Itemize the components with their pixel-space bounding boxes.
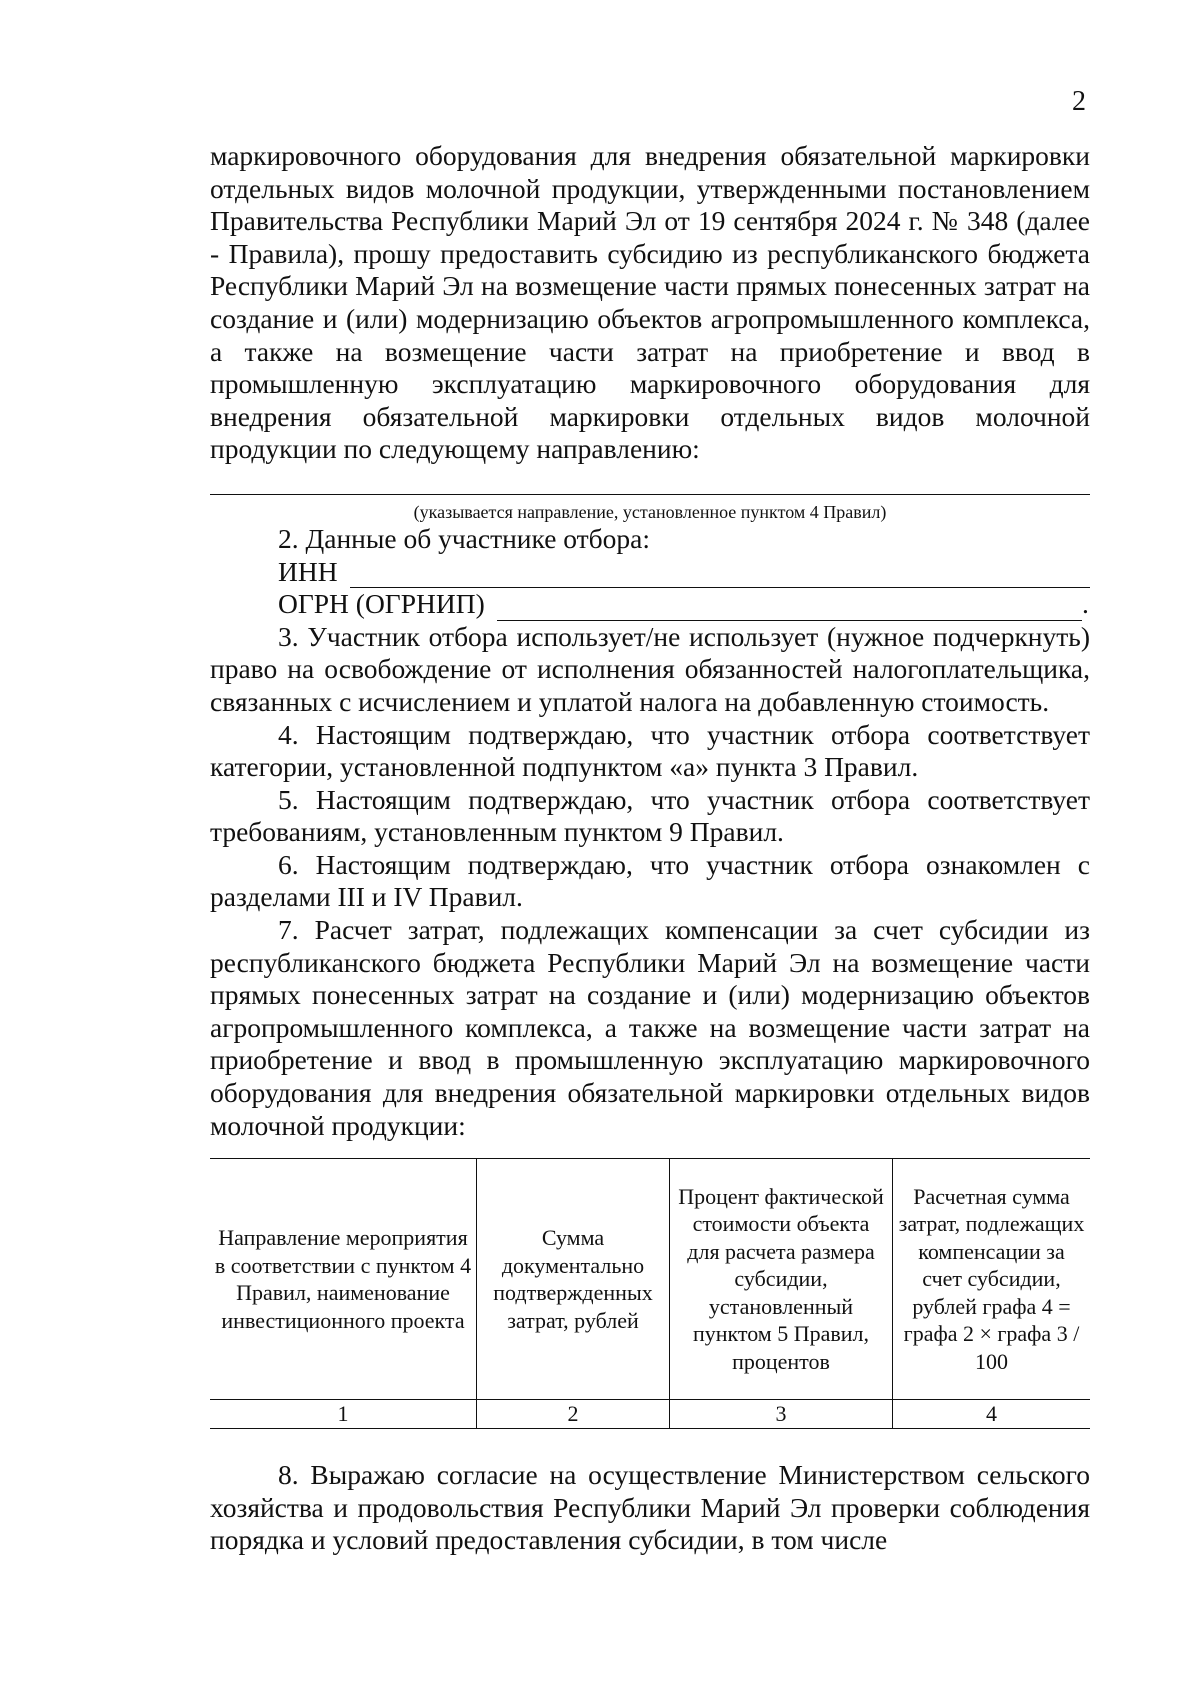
item-4: 4. Настоящим подтверждаю, что участник отбора соответствует категории, установленной подпунктом «а» пункта 3 Правил.: [210, 718, 1090, 783]
ogrn-field-row: [278, 588, 1090, 621]
table-column-number: 2: [477, 1400, 670, 1429]
item-3: 3. Участник отбора использует/не использует (нужное подчеркнуть) право на освобождение от исполнения обязанностей налогоплательщика, связанных с исчислением и уплатой налога на добавленную стоимость.: [210, 620, 1090, 717]
inn-fill-line: [350, 563, 1090, 588]
table-column-number: 3: [670, 1400, 893, 1429]
intro-paragraph: маркировочного оборудования для внедрения обязательной маркировки отдельных видов молочной продукции, утвержденными постановлением Правительства Республики Марий Эл от 19 сентября 2024 г. № 348 (далее - Правила), прошу предоставить субсидию из республиканского бюджета Республики Марий Эл на возмещение части прямых понесенных затрат на создание и (или) модернизацию объектов агропромышленного комплекса, а также на возмещение части затрат на приобретение и ввод в промышленную эксплуатацию маркировочного оборудования для внедрения обязательной маркировки отдельных видов молочной продукции по следующему направлению:: [210, 140, 1090, 465]
document-body: [210, 140, 1090, 1557]
inn-field-row: [278, 556, 1090, 589]
table-header-cell: Направление мероприятия в соответствии с пунктом 4 Правил, наименование инвестиционного проекта: [210, 1159, 477, 1400]
inn-label: ИНН: [278, 555, 338, 587]
table-header-row: [210, 1159, 1090, 1400]
ogrn-period: .: [1082, 588, 1089, 620]
direction-caption: (указывается направление, установленное пунктом 4 Правил): [413, 501, 887, 522]
table-column-number: 1: [210, 1400, 477, 1429]
table-column-number: 4: [893, 1400, 1091, 1429]
calculation-table: [210, 1158, 1090, 1429]
table-header-cell: Сумма документально подтвержденных затрат, рублей: [477, 1159, 670, 1400]
ogrn-label: ОГРН (ОГРНИП): [278, 588, 485, 620]
page-number: 2: [1072, 86, 1086, 117]
item-8: 8. Выражаю согласие на осуществление Министерством сельского хозяйства и продовольствия Республики Марий Эл проверки соблюдения порядка и условий предоставления субсидии, в том числе: [210, 1459, 1090, 1556]
item-7: 7. Расчет затрат, подлежащих компенсации за счет субсидии из республиканского бюджета Республики Марий Эл на возмещение части прямых понесенных затрат на создание и (или) модернизацию объектов агропромышленного комплекса, а также на возмещение части затрат на приобретение и ввод в промышленную эксплуатацию маркировочного оборудования для внедрения обязательной маркировки отдельных видов молочной продукции:: [210, 914, 1090, 1141]
ogrn-fill-line: [497, 596, 1082, 621]
table-header-cell: Процент фактической стоимости объекта для расчета размера субсидии, установленный пунктом 5 Правил, процентов: [670, 1159, 893, 1400]
direction-fill-line: [210, 494, 1090, 495]
item-6: 6. Настоящим подтверждаю, что участник отбора ознакомлен с разделами III и IV Правил.: [210, 848, 1090, 913]
table-header-cell: Расчетная сумма затрат, подлежащих компенсации за счет субсидии, рублей графа 4 = графа 2 × графа 3 / 100: [893, 1159, 1091, 1400]
item-5: 5. Настоящим подтверждаю, что участник отбора соответствует требованиям, установленным пунктом 9 Правил.: [210, 783, 1090, 848]
section-2-heading: 2. Данные об участнике отбора:: [278, 522, 651, 554]
table-column-number-row: [210, 1400, 1090, 1429]
